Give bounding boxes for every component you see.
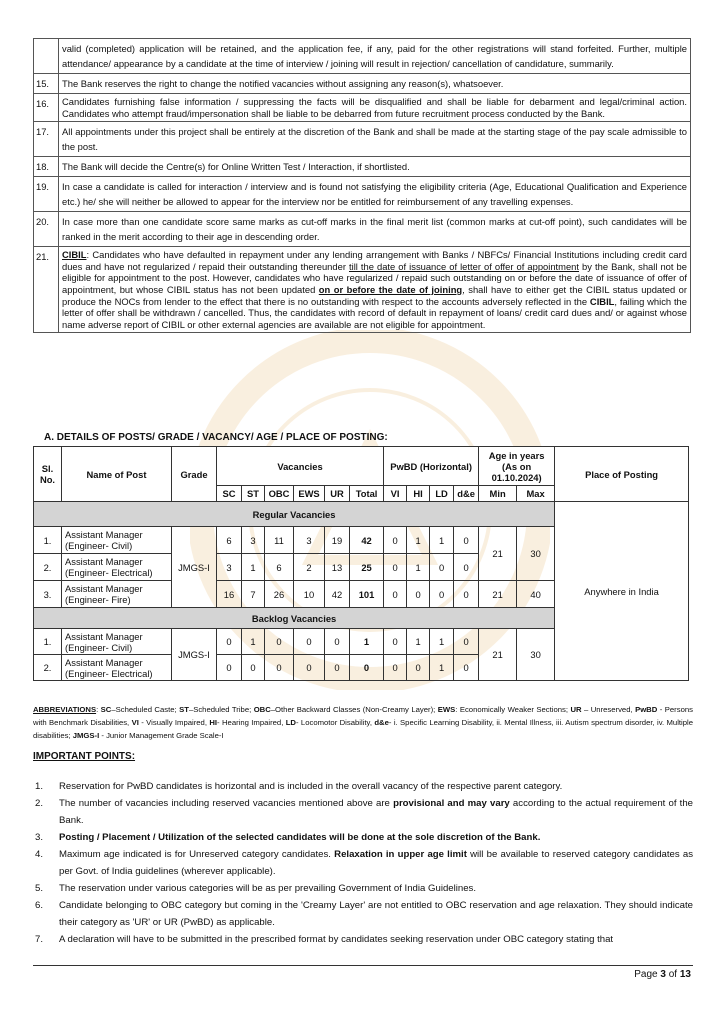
subheader-min: Min xyxy=(479,486,517,502)
cell-total: 1 xyxy=(350,629,384,655)
important-points-heading: IMPORTANT POINTS: xyxy=(33,751,136,762)
cell-sl: 1. xyxy=(34,629,62,655)
regular-vacancies-label: Regular Vacancies xyxy=(34,502,555,527)
rule-row-21 xyxy=(34,247,691,333)
cell-hi: 0 xyxy=(407,581,430,608)
cell-vi: 0 xyxy=(384,554,407,581)
place-of-posting: Anywhere in India xyxy=(555,502,689,681)
header-pwbd: PwBD (Horizontal) xyxy=(384,447,479,486)
rule-text-cibil xyxy=(59,247,691,333)
rules-body xyxy=(34,39,691,247)
rule-row xyxy=(34,74,691,94)
abbr-key: LD xyxy=(285,718,296,727)
rule-text: In case a candidate is called for interaction / interview and is found not satisfying the eligibility criteria (Age, Educational Qualification and Experience etc.) he/ she will neither be allowed to appear for the interview nor be entitled for reimbursement of any travelling expenses. xyxy=(59,177,691,212)
rule-text-part: : Candidates who have defaulted in repayment under any lending arrangement with Banks / NBFCs/ Financial Institutions including credit card dues and have not regularized / repaid their outstanding thereunder xyxy=(62,249,687,272)
subheader-st: ST xyxy=(242,486,265,502)
abbr-value: –Scheduled Caste; xyxy=(111,705,180,714)
cell-st: 0 xyxy=(242,655,265,681)
footer-divider xyxy=(33,965,693,966)
cell-ews: 0 xyxy=(294,655,325,681)
subheader-total: Total xyxy=(350,486,384,502)
point-number: 4. xyxy=(35,849,44,860)
cell-obc: 11 xyxy=(265,527,294,554)
abbreviations xyxy=(33,703,693,742)
cell-sc: 0 xyxy=(217,629,242,655)
subheader-obc: OBC xyxy=(265,486,294,502)
point-text: Candidate belonging to OBC category but coming in the 'Creamy Layer' are not entitled to OBC reservation and age relaxation. They should indicate their category as 'UR' or UR (PwBD) as applicable. xyxy=(59,900,693,928)
rule-row xyxy=(34,177,691,212)
cell-min-age: 21 xyxy=(479,527,517,581)
point-text: Reservation for PwBD candidates is horizontal and is included in the overall vacancy of the respective parent category. xyxy=(59,781,563,792)
subheader-ews: EWS xyxy=(294,486,325,502)
abbr-key: HI xyxy=(209,718,218,727)
cell-ld: 1 xyxy=(430,527,454,554)
page-prefix: Page xyxy=(634,969,661,980)
rule-number: 21. xyxy=(34,247,59,333)
abbr-key: VI xyxy=(131,718,139,727)
rule-row xyxy=(34,122,691,157)
rule-text-emphasis: on or before the date of joining xyxy=(318,283,463,295)
cell-ur: 13 xyxy=(325,554,350,581)
abbr-value: - Visually Impaired, xyxy=(138,718,210,727)
cell-hi: 1 xyxy=(407,554,430,581)
cell-total: 101 xyxy=(350,581,384,608)
cell-hi: 1 xyxy=(407,629,430,655)
rule-number: 17. xyxy=(34,122,59,157)
abbr-key: EWS xyxy=(437,705,456,714)
rule-number xyxy=(34,39,59,74)
cell-min-age: 21 xyxy=(479,629,517,681)
rule-text-bold: CIBIL xyxy=(589,295,615,307)
rule-number: 19. xyxy=(34,177,59,212)
header-age: Age in years (As on 01.10.2024) xyxy=(479,447,555,486)
header-sl: Sl. No. xyxy=(34,447,62,502)
cell-hi: 0 xyxy=(407,655,430,681)
cell-total: 0 xyxy=(350,655,384,681)
point-text: Relaxation in upper age limit xyxy=(334,849,467,860)
abbr-key: OBC xyxy=(253,705,271,714)
cell-post: Assistant Manager (Engineer- Civil) xyxy=(62,629,172,655)
cell-min-age: 21 xyxy=(479,581,517,608)
cell-ur: 0 xyxy=(325,655,350,681)
list-item xyxy=(33,795,693,829)
header-place: Place of Posting xyxy=(555,447,689,502)
cell-grade: JMGS-I xyxy=(172,629,217,681)
rule-number: 18. xyxy=(34,157,59,177)
cell-sl: 2. xyxy=(34,655,62,681)
page-of: of xyxy=(665,969,680,980)
cell-ews: 0 xyxy=(294,629,325,655)
point-text: The reservation under various categories will be as per prevailing Government of India Guidelines. xyxy=(59,883,477,894)
list-item xyxy=(33,897,693,931)
rule-text-part: , shall have to either get the CIBIL status updated or produce the NOCs from lender to the effect that there is no outstanding with respect to the accounts adversely reflected in the xyxy=(62,283,687,307)
point-text: Maximum age indicated is for Unreserved category candidates. xyxy=(59,849,335,860)
vacancy-table xyxy=(33,446,689,681)
cell-de: 0 xyxy=(454,629,479,655)
rule-row xyxy=(34,212,691,247)
abbr-value: - i. Specific Learning Disability, ii. Mental Illness, iii. Autism spectrum disorder, iv. Multiple disabilities; xyxy=(33,718,694,740)
abbr-value: - Persons with Benchmark Disabilities, xyxy=(33,705,693,727)
cell-post: Assistant Manager (Engineer- Electrical) xyxy=(62,655,172,681)
header-vacancies: Vacancies xyxy=(217,447,384,486)
abbr-key: ABBREVIATIONS xyxy=(33,705,97,714)
cell-sc: 3 xyxy=(217,554,242,581)
section-heading: A. DETAILS OF POSTS/ GRADE / VACANCY/ AGE / PLACE OF POSTING: xyxy=(44,432,388,443)
list-item xyxy=(33,829,693,846)
list-item xyxy=(33,880,693,897)
cell-post: Assistant Manager (Engineer- Fire) xyxy=(62,581,172,608)
abbr-key: PwBD xyxy=(635,705,658,714)
rule-row xyxy=(34,94,691,122)
cell-obc: 26 xyxy=(265,581,294,608)
rule-text: valid (completed) application will be retained, and the application fee, if any, paid for the other registrations will stand forfeited. Further, multiple attendance/ appearance by a candidate at the time of interview / joining will result in rejection/ cancellation of candidature, summarily. xyxy=(59,39,691,74)
abbr-key: UR xyxy=(570,705,582,714)
rule-row xyxy=(34,39,691,74)
cell-ur: 0 xyxy=(325,629,350,655)
point-text: Posting / Placement / Utilization of the selected candidates will be done at the sole discretion of the Bank. xyxy=(59,832,541,843)
rule-number: 15. xyxy=(34,74,59,94)
cell-vi: 0 xyxy=(384,629,407,655)
cell-sc: 0 xyxy=(217,655,242,681)
cell-hi: 1 xyxy=(407,527,430,554)
abbr-value: - Locomotor Disability, xyxy=(295,718,375,727)
rule-row xyxy=(34,157,691,177)
subheader-de: d&e xyxy=(454,486,479,502)
point-number: 5. xyxy=(35,883,44,894)
cell-sc: 16 xyxy=(217,581,242,608)
rule-text: The Bank will decide the Centre(s) for Online Written Test / Interaction, if shortlisted. xyxy=(59,157,691,177)
subheader-ur: UR xyxy=(325,486,350,502)
rule-text-underlined: till the date of issuance of letter of offer of appointment xyxy=(349,260,579,272)
point-number: 7. xyxy=(35,934,44,945)
rule-text: In case more than one candidate score same marks as cut-off marks in the final merit list (common marks at cut-off point), such candidates will be ranked in the merit according to their age in descending order. xyxy=(59,212,691,247)
table-header-row xyxy=(34,447,689,486)
point-number: 6. xyxy=(35,900,44,911)
cell-de: 0 xyxy=(454,554,479,581)
abbr-value: –Scheduled Tribe; xyxy=(188,705,254,714)
cell-max-age: 40 xyxy=(517,581,555,608)
cell-st: 7 xyxy=(242,581,265,608)
cell-vi: 0 xyxy=(384,655,407,681)
point-text: The number of vacancies including reserved vacancies mentioned above are xyxy=(59,798,394,809)
rule-number: 20. xyxy=(34,212,59,247)
backlog-vacancies-label: Backlog Vacancies xyxy=(34,608,555,629)
current-page: 3 xyxy=(660,969,666,980)
abbr-key: JMGS-I xyxy=(72,731,100,740)
point-number: 2. xyxy=(35,798,44,809)
cell-ews: 3 xyxy=(294,527,325,554)
cell-ews: 2 xyxy=(294,554,325,581)
subheader-hi: HI xyxy=(407,486,430,502)
cell-ur: 42 xyxy=(325,581,350,608)
point-text: according to the actual requirement of the Bank. xyxy=(59,798,694,826)
rules-table xyxy=(33,38,691,333)
abbr-value: –Other Backward Classes (Non-Creamy Layer); xyxy=(270,705,438,714)
cell-post: Assistant Manager (Engineer- Civil) xyxy=(62,527,172,554)
cell-ews: 10 xyxy=(294,581,325,608)
cell-ld: 1 xyxy=(430,629,454,655)
cell-post: Assistant Manager (Engineer- Electrical) xyxy=(62,554,172,581)
cell-st: 1 xyxy=(242,554,265,581)
page-number xyxy=(634,969,691,980)
list-item xyxy=(33,931,693,948)
rule-text-part: by the Bank, shall not be eligible for appointment to the post. However, candidates who have regularized / repaid such outstanding on or before the date of issuance of offer of appointment, but whose CIBIL status has not been updated xyxy=(62,260,687,295)
cell-sl: 1. xyxy=(34,527,62,554)
abbr-key: ST xyxy=(179,705,189,714)
cell-st: 1 xyxy=(242,629,265,655)
subheader-max: Max xyxy=(517,486,555,502)
cell-ur: 19 xyxy=(325,527,350,554)
abbr-key: SC xyxy=(100,705,112,714)
regular-band-row xyxy=(34,502,689,527)
abbr-value: - Hearing Impaired, xyxy=(217,718,286,727)
point-text: will be available to reserved category candidates as per Govt. of India guidelines (wherever applicable). xyxy=(59,849,694,877)
cell-ld: 0 xyxy=(430,581,454,608)
list-item xyxy=(33,778,693,795)
cell-grade: JMGS-I xyxy=(172,527,217,608)
rule-number: 16. xyxy=(34,94,59,122)
cell-ld: 0 xyxy=(430,554,454,581)
cell-vi: 0 xyxy=(384,581,407,608)
cell-obc: 0 xyxy=(265,629,294,655)
header-grade: Grade xyxy=(172,447,217,502)
list-item xyxy=(33,846,693,880)
cell-total: 25 xyxy=(350,554,384,581)
abbr-value: - Junior Management Grade Scale-I xyxy=(99,731,224,740)
cell-max-age: 30 xyxy=(517,527,555,581)
important-points-list xyxy=(33,778,693,948)
abbr-value: – Unreserved, xyxy=(581,705,636,714)
cell-vi: 0 xyxy=(384,527,407,554)
cell-de: 0 xyxy=(454,655,479,681)
rule-text-part: , failing which the letter of offer shall be withdrawn / cancelled. Thus, the candidates with record of default in repayment of loans/ credit card dues and/ or against whose name adverse report of CIBIL or other external agencies are available are not eligible for appointment. xyxy=(62,295,687,330)
cell-ld: 1 xyxy=(430,655,454,681)
subheader-ld: LD xyxy=(430,486,454,502)
cibil-label: CIBIL xyxy=(62,249,87,261)
abbr-value: : xyxy=(96,705,101,714)
total-pages: 13 xyxy=(679,969,691,980)
cell-de: 0 xyxy=(454,527,479,554)
cell-sc: 6 xyxy=(217,527,242,554)
cell-sl: 3. xyxy=(34,581,62,608)
point-text: provisional and may vary xyxy=(393,798,510,809)
cell-max-age: 30 xyxy=(517,629,555,681)
cell-total: 42 xyxy=(350,527,384,554)
rule-text: All appointments under this project shall be entirely at the discretion of the Bank and shall be made at the starting stage of the pay scale admissible to the post. xyxy=(59,122,691,157)
rule-text: The Bank reserves the right to change the notified vacancies without assigning any reason(s), whatsoever. xyxy=(59,74,691,94)
cell-obc: 6 xyxy=(265,554,294,581)
subheader-sc: SC xyxy=(217,486,242,502)
rule-text: Candidates furnishing false information / suppressing the facts will be disqualified and shall be liable for debarment and legal/criminal action. Candidates who attempt fraud/impersonation shall be liable to be debarred from future recruitment process conducted by the Bank. xyxy=(59,94,691,122)
cell-st: 3 xyxy=(242,527,265,554)
abbr-value: : Economically Weaker Sections; xyxy=(455,705,571,714)
cell-de: 0 xyxy=(454,581,479,608)
point-number: 1. xyxy=(35,781,44,792)
cell-sl: 2. xyxy=(34,554,62,581)
subheader-vi: VI xyxy=(384,486,407,502)
point-number: 3. xyxy=(35,832,44,843)
cell-obc: 0 xyxy=(265,655,294,681)
point-text: A declaration will have to be submitted in the prescribed format by candidates seeking reservation under OBC category stating that xyxy=(59,934,614,945)
header-post: Name of Post xyxy=(62,447,172,502)
abbr-key: d&e xyxy=(374,718,389,727)
